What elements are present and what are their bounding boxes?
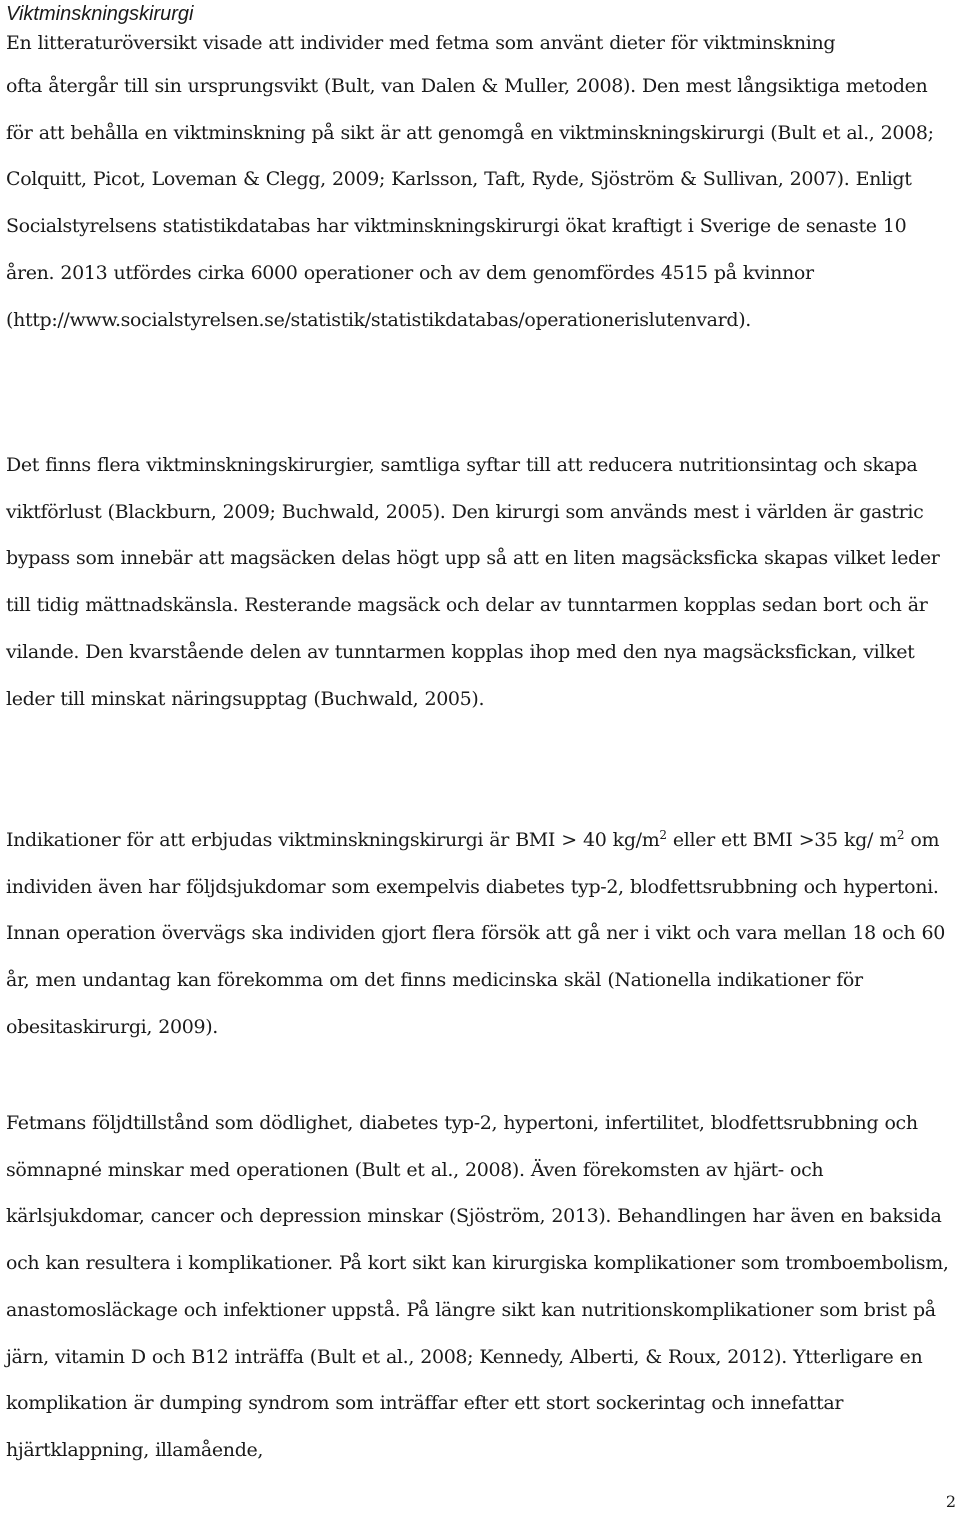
paragraph-intro	[6, 23, 958, 343]
indications-text-b: eller ett BMI >35 kg/ m	[666, 829, 897, 851]
paragraph-outcomes: Fetmans följdtillstånd som dödlighet, diabetes typ-2, hypertoni, infertilitet, blodfettsrubbning och sömnapné minskar med operationen (Bult et al., 2008). Även förekomsten av hjärt- och kärlsjukdomar, cancer och depression minskar (Sjöström, 2013). Behandlingen har även en baksida och kan resultera i komplikationer. På kort sikt kan kirurgiska komplikationer som tromboembolism, anastomosläckage och infektioner uppstå. På längre sikt kan nutritionskomplikationer som brist på järn, vitamin D och B12 inträffa (Bult et al., 2008; Kennedy, Alberti, & Roux, 2012). Ytterligare en komplikation är dumping syndrom som inträffar efter ett stort sockerintag och innefattar hjärtklappning, illamående,	[6, 1112, 949, 1461]
indications-text-c: om individen även har följdsjukdomar som exempelvis diabetes typ-2, blodfettsrubbning och hypertoni. Innan operation övervägs ska individen gjort flera försök att gå ner i vikt och vara mellan 18 och 60 år, men undantag kan förekomma om det finns medicinska skäl (Nationella indikationer för obesitaskirurgi, 2009).	[6, 829, 945, 1038]
superscript-2: 2	[659, 828, 667, 842]
paragraph-intro-rest: ofta återgår till sin ursprungsvikt (Bult, van Dalen & Muller, 2008). Den mest långsiktiga metoden för att behålla en viktminskning på sikt är att genomgå en viktminskningskirurgi (Bult et al., 2008; Colquitt, Picot, Loveman & Clegg, 2009; Karlsson, Taft, Ryde, Sjöström & Sullivan, 2007). Enligt Socialstyrelsens statistikdatabas har viktminskningskirurgi ökat kraftigt i Sverige de senaste 10 åren. 2013 utfördes cirka 6000 operationer och av dem genomfördes 4515 på kvinnor (http://www.socialstyrelsen.se/statistik/statistikdatabas/operationerislutenvard).	[6, 75, 934, 331]
page-number: 2	[945, 1492, 956, 1511]
superscript-2: 2	[896, 828, 905, 842]
paragraph-surgery-types: Det finns flera viktminskningskirurgier, samtliga syftar till att reducera nutritionsintag och skapa viktförlust (Blackburn, 2009; Buchwald, 2005). Den kirurgi som används mest i världen är gastric bypass som innebär att magsäcken delas högt upp så att en liten magsäcksficka skapas vilket leder till tidig mättnadskänsla. Resterande magsäck och delar av tunntarmen kopplas sedan bort och är vilande. Den kvarstående delen av tunntarmen kopplas ihop med den nya magsäcksfickan, vilket leder till minskat näringsupptag (Buchwald, 2005).	[6, 454, 940, 710]
document-page	[6, 0, 958, 1461]
indications-text-a: Indikationer för att erbjudas viktminskningskirurgi är BMI > 40 kg/m	[6, 829, 660, 851]
paragraph-indications	[6, 817, 958, 1051]
paragraph-intro-first-line: En litteraturöversikt visade att individer med fetma som använt dieter för viktminskning	[6, 32, 836, 54]
section-heading: Viktminskningskirurgi	[6, 3, 194, 25]
